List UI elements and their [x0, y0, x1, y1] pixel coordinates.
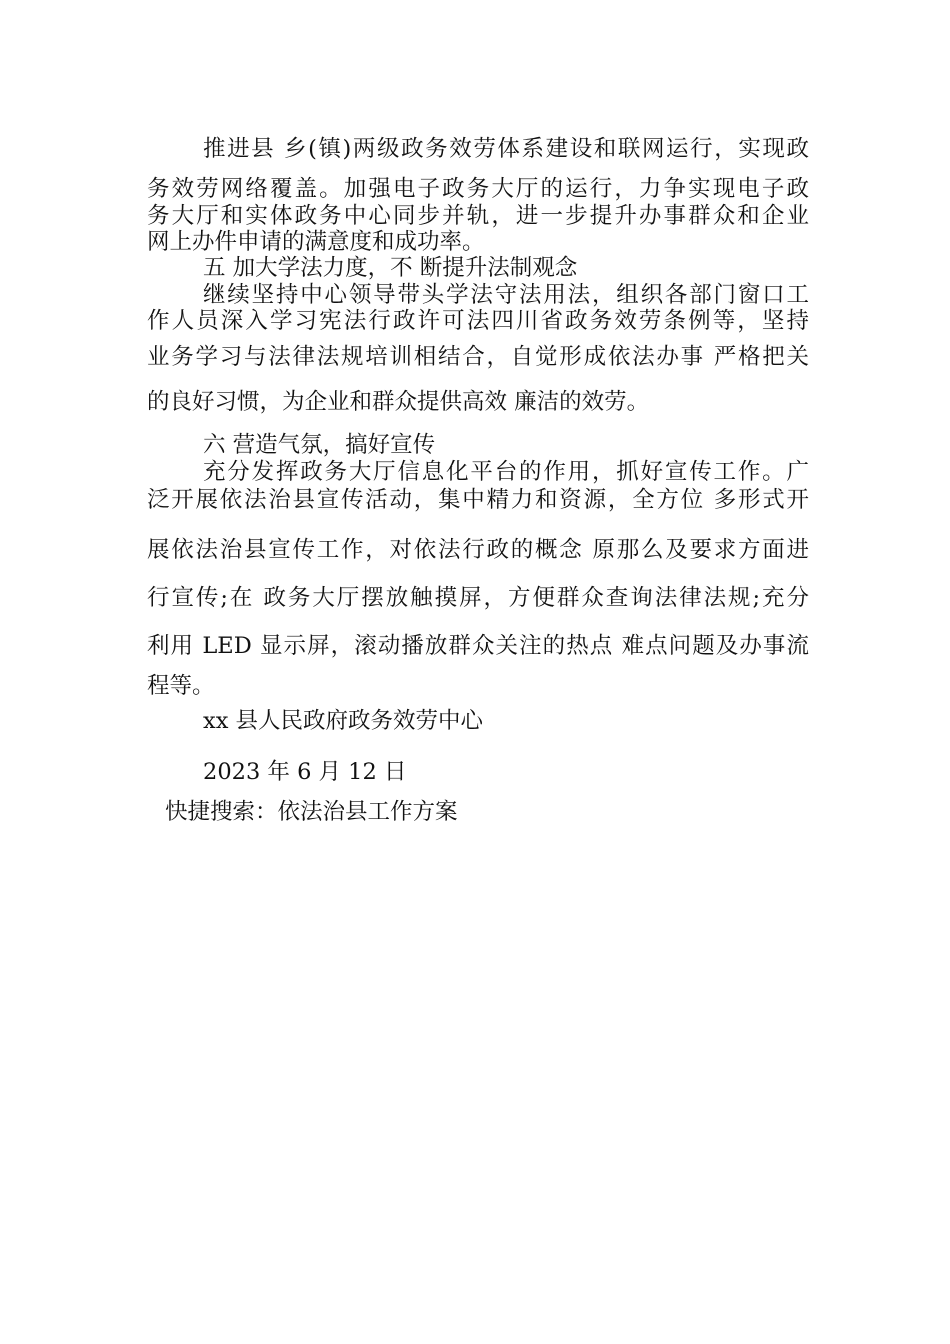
- signature-date: 2023 年 6 月 12 日: [203, 759, 407, 785]
- paragraph-2-line-2: 作人员深入学习宪法行政许可法四川省政务效劳条例等，坚持: [147, 308, 809, 334]
- section-heading-6: 六 营造气氛，搞好宣传: [203, 432, 436, 458]
- paragraph-3-line-5: 利用 LED 显示屏，滚动播放群众关注的热点 难点问题及办事流: [147, 633, 809, 659]
- section-heading-5: 五 加大学法力度，不 断提升法制观念: [203, 255, 578, 281]
- paragraph-3-line-4: 行宣传;在 政务大厅摆放触摸屏，方便群众查询法律法规;充分: [147, 585, 809, 611]
- paragraph-3-line-6: 程等。: [147, 673, 215, 699]
- paragraph-1-line-3: 务大厅和实体政务中心同步并轨，进一步提升办事群众和企业: [147, 203, 809, 229]
- paragraph-2-line-4: 的良好习惯，为企业和群众提供高效 廉洁的效劳。: [147, 389, 650, 415]
- paragraph-3-line-3: 展依法治县宣传工作，对依法行政的概念 原那么及要求方面进: [147, 537, 809, 563]
- paragraph-2-line-1: 继续坚持中心领导带头学法守法用法，组织各部门窗口工: [203, 282, 809, 308]
- signature-organization: xx 县人民政府政务效劳中心: [203, 708, 484, 734]
- paragraph-1-line-2: 务效劳网络覆盖。加强电子政务大厅的运行，力争实现电子政: [147, 176, 809, 202]
- paragraph-1-line-1: 推进县 乡(镇)两级政务效劳体系建设和联网运行，实现政: [203, 136, 809, 162]
- paragraph-1-line-4: 网上办件申请的满意度和成功率。: [147, 229, 485, 255]
- paragraph-3-line-1: 充分发挥政务大厅信息化平台的作用，抓好宣传工作。广: [203, 459, 809, 485]
- paragraph-3-line-2: 泛开展依法治县宣传活动，集中精力和资源，全方位 多形式开: [147, 487, 809, 513]
- quick-search-text: 快捷搜索：依法治县工作方案: [165, 799, 458, 825]
- paragraph-2-line-3: 业务学习与法律法规培训相结合，自觉形成依法办事 严格把关: [147, 344, 809, 370]
